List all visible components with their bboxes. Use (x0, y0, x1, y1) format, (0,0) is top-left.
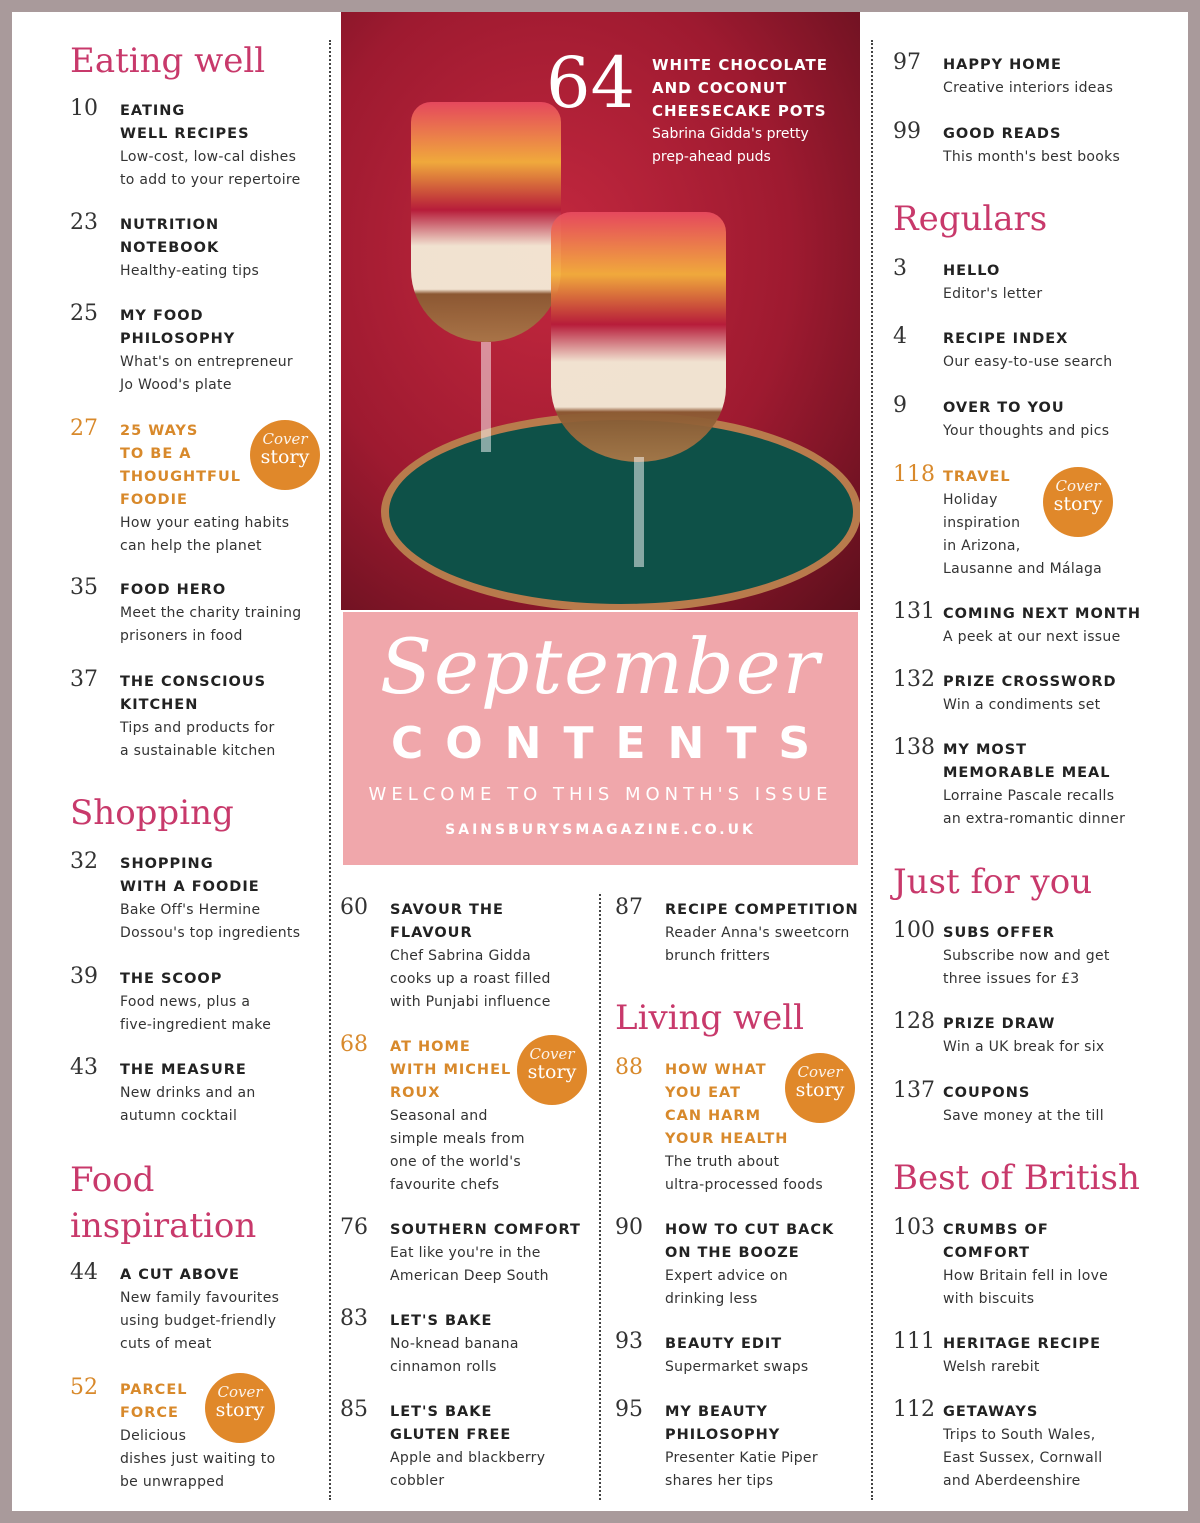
section-heading: Food inspiration (70, 1160, 257, 1246)
entry-description: Subscribe now and get three issues for £3 (943, 948, 1110, 987)
page-number: 39 (70, 964, 98, 989)
entry-title: HOW WHAT YOU EAT CAN HARM YOUR HEALTH (665, 1062, 789, 1147)
contents-entry[interactable] (893, 1329, 1153, 1379)
section-heading: Regulars (893, 199, 1048, 239)
contents-entry[interactable] (893, 599, 1153, 649)
feature-desc: Sabrina Gidda's pretty prep-ahead puds (652, 126, 809, 165)
entry-title: SAVOUR THE FLAVOUR (390, 902, 504, 941)
entry-title: RECIPE COMPETITION (665, 902, 859, 918)
page-number: 103 (893, 1215, 935, 1240)
page-number: 44 (70, 1260, 98, 1285)
entry-title: THE SCOOP (120, 971, 223, 987)
entry-title: SHOPPING WITH A FOODIE (120, 856, 260, 895)
entry-description: Eat like you're in the American Deep South (390, 1245, 549, 1284)
glass-stem (634, 457, 644, 567)
page-number: 43 (70, 1055, 98, 1080)
entry-description: Low-cost, low-cal dishes to add to your repertoire (120, 149, 301, 188)
entry-title: 25 WAYS TO BE A THOUGHTFUL FOODIE (120, 423, 241, 508)
page-number: 90 (615, 1215, 643, 1240)
feature-title: WHITE CHOCOLATE AND COCONUT CHEESECAKE POTS (652, 56, 828, 120)
page-number: 131 (893, 599, 935, 624)
badge-line1: Cover (1055, 477, 1101, 495)
page-number: 128 (893, 1009, 935, 1034)
contents-entry[interactable] (70, 96, 330, 192)
page-number: 52 (70, 1375, 98, 1400)
contents-entry[interactable] (70, 1055, 330, 1128)
contents-entry[interactable] (70, 849, 330, 945)
section-heading: Shopping (70, 793, 234, 833)
entry-title: GOOD READS (943, 126, 1062, 142)
entry-description: Win a UK break for six (943, 1039, 1105, 1055)
entry-description: Delicious dishes just waiting to be unwrapped (120, 1428, 276, 1490)
contents-entry[interactable] (893, 256, 1153, 306)
badge-line1: Cover (529, 1045, 575, 1063)
entry-title: MY MOST MEMORABLE MEAL (943, 742, 1111, 781)
entry-description: Lorraine Pascale recalls an extra-romantic dinner (943, 788, 1126, 827)
entry-title: MY BEAUTY PHILOSOPHY (665, 1404, 781, 1443)
entry-title: HOW TO CUT BACK ON THE BOOZE (665, 1222, 835, 1261)
masthead-title: CONTENTS (390, 718, 833, 769)
contents-entry[interactable] (615, 1329, 875, 1379)
contents-entry[interactable] (70, 1375, 330, 1494)
entry-description: Chef Sabrina Gidda cooks up a roast filled with Punjabi influence (390, 948, 551, 1010)
entry-description: What's on entrepreneur Jo Wood's plate (120, 354, 293, 393)
contents-entry[interactable] (70, 210, 330, 283)
contents-entry[interactable] (340, 1397, 600, 1493)
page-number: 37 (70, 667, 98, 692)
cover-photo[interactable] (341, 12, 860, 610)
contents-entry[interactable] (893, 735, 1153, 831)
contents-entry[interactable] (893, 119, 1153, 169)
entry-description: Welsh rarebit (943, 1359, 1040, 1375)
contents-entry[interactable] (893, 667, 1153, 717)
page-number: 112 (893, 1397, 935, 1422)
entry-description: No-knead banana cinnamon rolls (390, 1336, 519, 1375)
entry-title: PRIZE CROSSWORD (943, 674, 1117, 690)
page-number: 4 (893, 324, 907, 349)
section-heading: Eating well (70, 41, 266, 81)
page-number: 118 (893, 462, 935, 487)
cover-story-badge (1043, 467, 1113, 537)
page-number: 137 (893, 1078, 935, 1103)
contents-entry[interactable] (70, 1260, 330, 1356)
entry-title: TRAVEL (943, 469, 1011, 485)
cover-story-badge (517, 1035, 587, 1105)
contents-entry[interactable] (893, 1078, 1153, 1128)
contents-entry[interactable] (70, 964, 330, 1037)
entry-description: Bake Off's Hermine Dossou's top ingredients (120, 902, 301, 941)
contents-entry[interactable] (893, 918, 1153, 991)
glass-stem (481, 342, 491, 452)
badge-line2: story (795, 1079, 845, 1101)
page-number: 99 (893, 119, 921, 144)
badge-line1: Cover (797, 1063, 843, 1081)
entry-description: New family favourites using budget-friendly cuts of meat (120, 1290, 280, 1352)
entry-title: CRUMBS OF COMFORT (943, 1222, 1049, 1261)
entry-description: How Britain fell in love with biscuits (943, 1268, 1109, 1307)
entry-description: Save money at the till (943, 1108, 1104, 1124)
entry-title: COUPONS (943, 1085, 1031, 1101)
entry-description: Tips and products for a sustainable kitchen (120, 720, 276, 759)
website-link[interactable]: SAINSBURYSMAGAZINE.CO.UK (445, 822, 756, 838)
badge-line2: story (1053, 493, 1103, 515)
entry-description: Food news, plus a five-ingredient make (120, 994, 272, 1033)
contents-entry[interactable] (70, 301, 330, 397)
entry-title: FOOD HERO (120, 582, 227, 598)
entry-description: This month's best books (943, 149, 1121, 165)
entry-title: HERITAGE RECIPE (943, 1336, 1102, 1352)
entry-description: Win a condiments set (943, 697, 1101, 713)
entry-title: RECIPE INDEX (943, 331, 1069, 347)
contents-entry[interactable] (615, 1397, 875, 1493)
masthead-script: September (379, 622, 822, 711)
entry-title: THE MEASURE (120, 1062, 247, 1078)
section-heading: Just for you (893, 862, 1093, 902)
contents-entry[interactable] (893, 393, 1153, 443)
entry-description: Creative interiors ideas (943, 80, 1114, 96)
page-number: 87 (615, 895, 643, 920)
entry-description: Your thoughts and pics (943, 423, 1110, 439)
entry-description: The truth about ultra-processed foods (665, 1154, 823, 1193)
page-number: 76 (340, 1215, 368, 1240)
contents-entry[interactable] (893, 50, 1153, 100)
section-heading: Best of British (893, 1158, 1140, 1198)
feature-page-number: 64 (546, 42, 636, 124)
page-number: 88 (615, 1055, 643, 1080)
page-number: 35 (70, 575, 98, 600)
masthead-subtitle: WELCOME TO THIS MONTH'S ISSUE (368, 784, 833, 805)
entry-title: SUBS OFFER (943, 925, 1055, 941)
entry-description: Trips to South Wales, East Sussex, Cornwall and Aberdeenshire (943, 1427, 1103, 1489)
contents-entry[interactable] (70, 667, 330, 763)
entry-title: PARCEL FORCE (120, 1382, 188, 1421)
entry-title: AT HOME WITH MICHEL ROUX (390, 1039, 512, 1101)
entry-description: Healthy-eating tips (120, 263, 260, 279)
entry-title: EATING WELL RECIPES (120, 103, 250, 142)
page-number: 27 (70, 416, 98, 441)
entry-title: HELLO (943, 263, 1001, 279)
entry-description: Apple and blackberry cobbler (390, 1450, 546, 1489)
entry-description: Holiday inspiration in Arizona, Lausanne and Málaga (943, 492, 1103, 577)
dessert-glass (551, 212, 726, 462)
entry-title: BEAUTY EDIT (665, 1336, 783, 1352)
entry-description: Reader Anna's sweetcorn brunch fritters (665, 925, 850, 964)
entry-title: THE CONSCIOUS KITCHEN (120, 674, 267, 713)
masthead-box (343, 612, 858, 865)
entry-description: Expert advice on drinking less (665, 1268, 788, 1307)
entry-description: Seasonal and simple meals from one of the world's favourite chefs (390, 1108, 525, 1193)
page-number: 3 (893, 256, 907, 281)
entry-description: Our easy-to-use search (943, 354, 1113, 370)
contents-entry[interactable] (70, 575, 330, 648)
page-number: 68 (340, 1032, 368, 1057)
entry-description: Presenter Katie Piper shares her tips (665, 1450, 818, 1489)
badge-line2: story (527, 1061, 577, 1083)
dessert-glass (411, 102, 561, 342)
badge-line1: Cover (262, 430, 308, 448)
contents-entry[interactable] (615, 1215, 875, 1311)
page-number: 83 (340, 1306, 368, 1331)
entry-title: COMING NEXT MONTH (943, 606, 1141, 622)
page-number: 95 (615, 1397, 643, 1422)
contents-entry[interactable] (893, 1215, 1153, 1311)
page-number: 10 (70, 96, 98, 121)
page-number: 25 (70, 301, 98, 326)
contents-entry[interactable] (893, 1009, 1153, 1059)
page-number: 60 (340, 895, 368, 920)
entry-title: LET'S BAKE GLUTEN FREE (390, 1404, 512, 1443)
badge-line2: story (215, 1399, 265, 1421)
entry-title: PRIZE DRAW (943, 1016, 1056, 1032)
entry-description: Supermarket swaps (665, 1359, 809, 1375)
contents-entry[interactable] (615, 895, 875, 968)
page-number: 138 (893, 735, 935, 760)
contents-entry[interactable] (893, 462, 1153, 581)
entry-description: A peek at our next issue (943, 629, 1121, 645)
entry-title: A CUT ABOVE (120, 1267, 240, 1283)
contents-page (12, 12, 1188, 1511)
entry-description: New drinks and an autumn cocktail (120, 1085, 256, 1124)
page-number: 111 (893, 1329, 935, 1354)
page-number: 9 (893, 393, 907, 418)
cover-story-badge (785, 1053, 855, 1123)
cover-story-badge (250, 420, 320, 490)
entry-description: Editor's letter (943, 286, 1043, 302)
page-number: 85 (340, 1397, 368, 1422)
entry-title: LET'S BAKE (390, 1313, 493, 1329)
page-number: 100 (893, 918, 935, 943)
page-number: 97 (893, 50, 921, 75)
contents-entry[interactable] (340, 1306, 600, 1379)
entry-title: MY FOOD PHILOSOPHY (120, 308, 236, 347)
contents-entry[interactable] (893, 1397, 1153, 1493)
contents-entry[interactable] (340, 895, 600, 1014)
section-heading: Living well (615, 998, 804, 1038)
entry-description: Meet the charity training prisoners in food (120, 605, 302, 644)
entry-description: How your eating habits can help the planet (120, 515, 290, 554)
badge-line1: Cover (217, 1383, 263, 1401)
contents-entry[interactable] (340, 1215, 600, 1288)
badge-line2: story (260, 446, 310, 468)
entry-title: HAPPY HOME (943, 57, 1062, 73)
cover-story-badge (205, 1373, 275, 1443)
page-number: 132 (893, 667, 935, 692)
entry-title: OVER TO YOU (943, 400, 1065, 416)
entry-title: GETAWAYS (943, 1404, 1039, 1420)
page-number: 32 (70, 849, 98, 874)
page-number: 23 (70, 210, 98, 235)
entry-title: SOUTHERN COMFORT (390, 1222, 581, 1238)
entry-title: NUTRITION NOTEBOOK (120, 217, 220, 256)
page-number: 93 (615, 1329, 643, 1354)
contents-entry[interactable] (893, 324, 1153, 374)
